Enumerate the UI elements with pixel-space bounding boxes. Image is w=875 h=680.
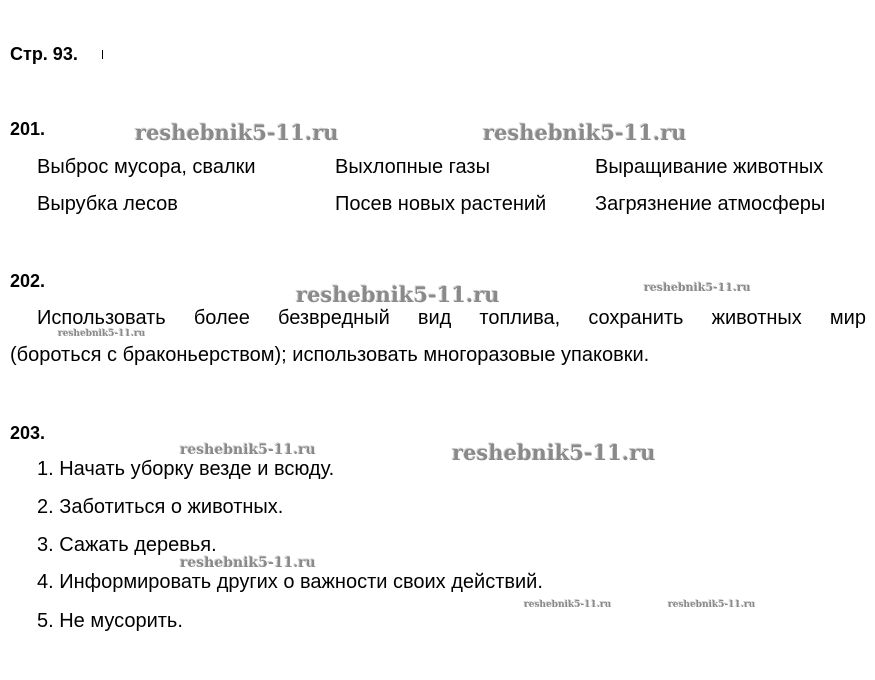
- watermark: reshebnik5-11.ru: [452, 440, 656, 465]
- task-202-number: 202.: [10, 271, 46, 291]
- task-201-number: 201.: [10, 119, 46, 139]
- word: сохранить: [588, 307, 684, 329]
- watermark: reshebnik5-11.ru: [135, 120, 339, 145]
- word: более: [193, 307, 250, 329]
- task-203-item: 5. Не мусорить.: [37, 610, 183, 632]
- task-203-item: 2. Заботиться о животных.: [37, 496, 284, 518]
- task-201-cell: Выброс мусора, свалки: [37, 156, 256, 178]
- task-201-cell: Выращивание животных: [595, 156, 824, 178]
- task-202-line-1: [37, 306, 866, 330]
- word: животных: [711, 307, 802, 329]
- watermark: reshebnik5-11.ru: [483, 120, 687, 145]
- task-203-number: 203.: [10, 423, 46, 443]
- word: топлива,: [479, 307, 561, 329]
- task-203-item: 3. Сажать деревья.: [37, 534, 217, 556]
- watermark: reshebnik5-11.ru: [58, 329, 146, 339]
- watermark: reshebnik5-11.ru: [180, 442, 316, 458]
- page-header: Стр. 93.: [10, 44, 78, 64]
- task-203-item: 4. Информировать других о важности своих действий.: [37, 571, 543, 593]
- task-202-line-2: (бороться с браконьерством); использовать многоразовые упаковки.: [10, 344, 650, 366]
- watermark: reshebnik5-11.ru: [180, 555, 316, 571]
- watermark: reshebnik5-11.ru: [668, 600, 756, 610]
- word: вид: [417, 307, 452, 329]
- task-201-cell: Загрязнение атмосферы: [595, 193, 826, 215]
- stray-mark: [102, 50, 103, 59]
- word: мир: [829, 307, 866, 329]
- watermark: reshebnik5-11.ru: [524, 600, 612, 610]
- watermark: reshebnik5-11.ru: [296, 282, 500, 307]
- word: Использовать: [37, 307, 166, 329]
- task-201-cell: Вырубка лесов: [37, 193, 178, 215]
- watermark: reshebnik5-11.ru: [644, 281, 751, 294]
- task-201-cell: Посев новых растений: [335, 193, 547, 215]
- task-203-item: 1. Начать уборку везде и всюду.: [37, 458, 335, 480]
- word: безвредный: [277, 307, 390, 329]
- task-201-cell: Выхлопные газы: [335, 156, 490, 178]
